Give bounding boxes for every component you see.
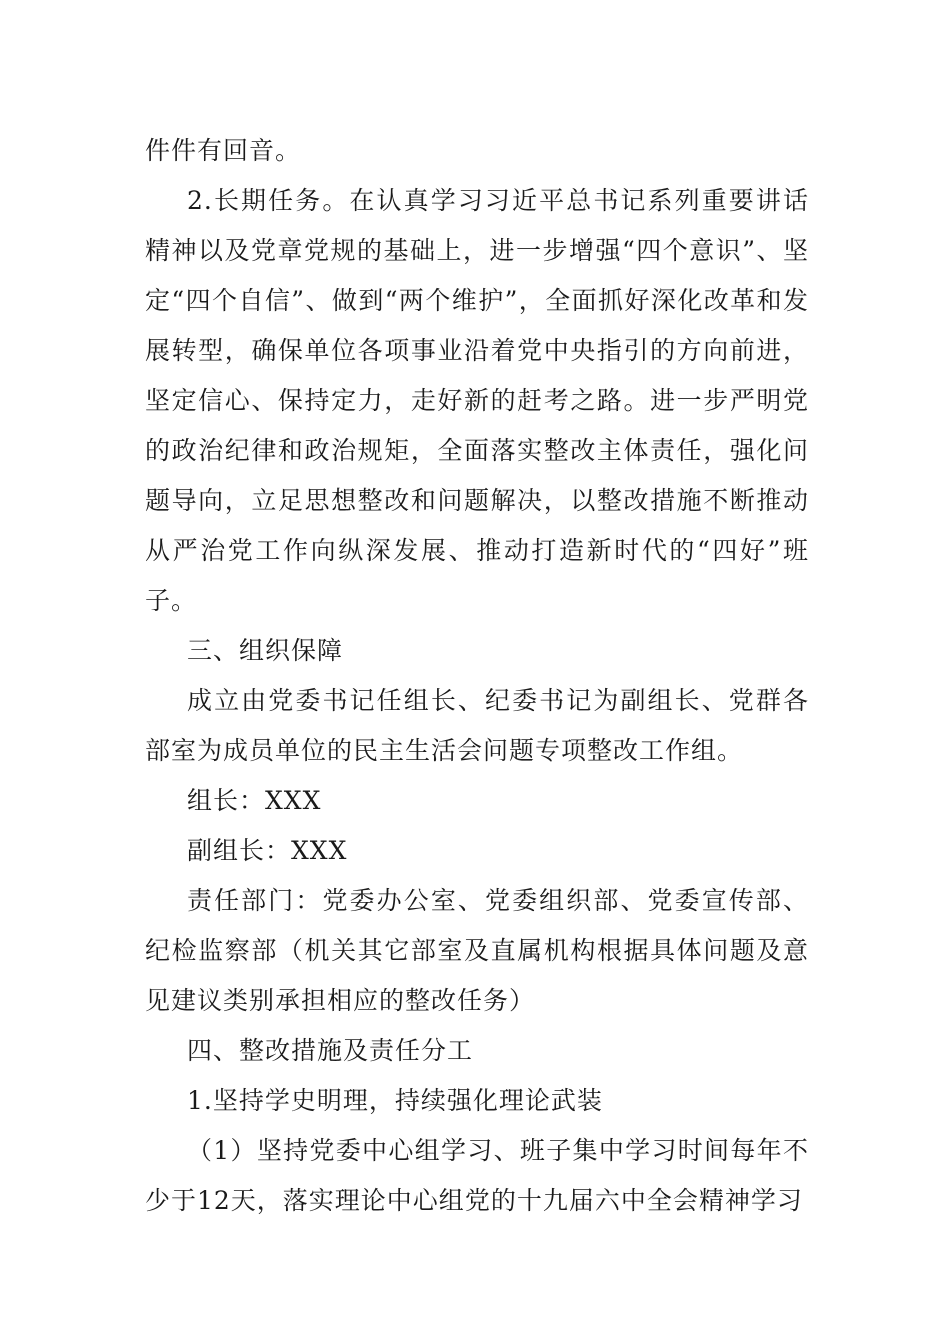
responsible-departments: 责任部门：党委办公室、党委组织部、党委宣传部、纪检监察部（机关其它部室及直属机构根据具体问题及意见建议类别承担相应的整改任务） (145, 886, 809, 1015)
paragraph-continuation: 件件有回音。 (145, 136, 302, 165)
paragraph-working-group: 成立由党委书记任组长、纪委书记为副组长、党群各部室为成员单位的民主生活会问题专项整改工作组。 (145, 686, 809, 765)
paragraph-long-term-task: 2.长期任务。在认真学习习近平总书记系列重要讲话精神以及党章党规的基础上，进一步增强“四个意识”、坚定“四个自信”、做到“两个维护”，全面抓好深化改革和发展转型，确保单位各项事业沿着党中央指引的方向前进，坚定信心、保持定力，走好新的赶考之路。进一步严明党的政治纪律和政治规矩，全面落实整改主体责任，强化问题导向，立足思想整改和问题解决，以整改措施不断推动从严治党工作向纵深发展、推动打造新时代的“四好”班子。 (145, 186, 809, 615)
subheading-theory-study: 1.坚持学史明理，持续强化理论武装 (187, 1086, 603, 1115)
heading-measures-and-duties: 四、整改措施及责任分工 (187, 1036, 474, 1065)
deputy-group-leader-line: 副组长：XXX (187, 836, 348, 865)
paragraph-measure-1: （1）坚持党委中心组学习、班子集中学习时间每年不少于12天，落实理论中心组党的十九届六中全会精神学习 (145, 1136, 809, 1215)
heading-organization-guarantee: 三、组织保障 (187, 636, 344, 665)
document-body (145, 126, 809, 1226)
group-leader-line: 组长：XXX (187, 786, 322, 815)
